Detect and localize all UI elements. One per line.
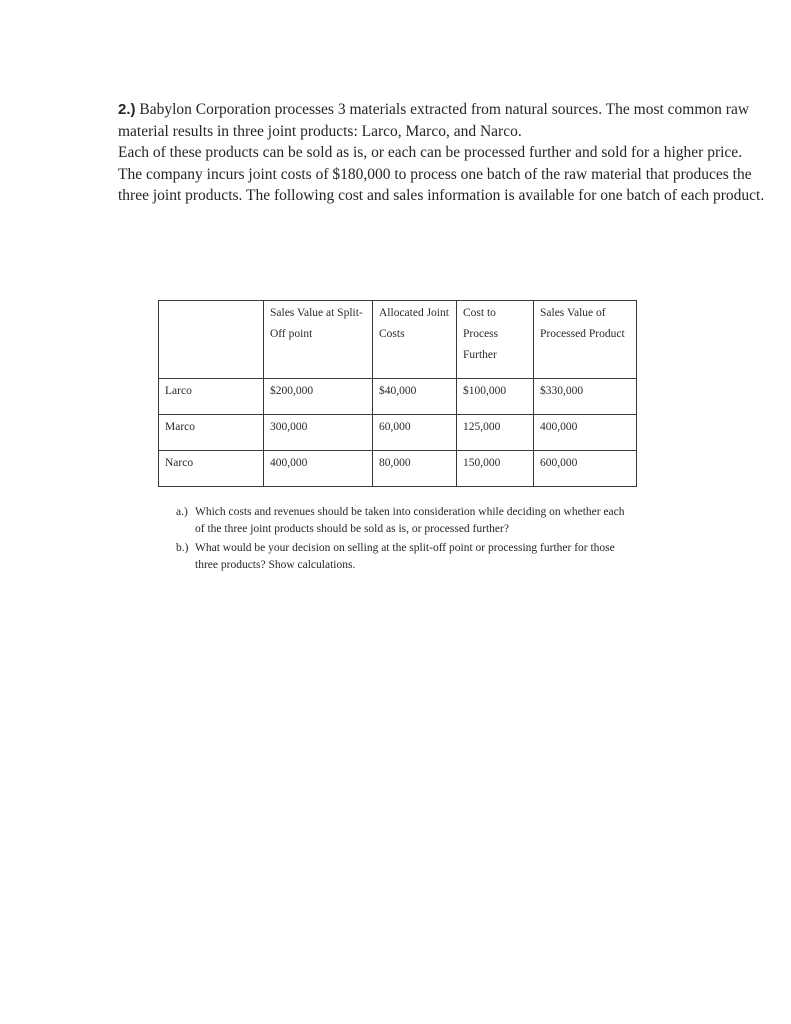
header-allocated-joint-costs: Allocated Joint Costs (373, 301, 457, 379)
cell-processed-value: 600,000 (534, 451, 637, 487)
cost-sales-table (158, 300, 637, 487)
cell-split-off-value: 300,000 (264, 415, 373, 451)
cell-split-off-value: 400,000 (264, 451, 373, 487)
cell-processed-value: $330,000 (534, 379, 637, 415)
header-processed-value: Sales Value of Processed Product (534, 301, 637, 379)
sub-question-text: What would be your decision on selling at the split-off point or processing further for those three products? Show calculations. (195, 542, 615, 571)
cell-product: Narco (159, 451, 264, 487)
cell-product: Marco (159, 415, 264, 451)
cell-allocated-joint-costs: 80,000 (373, 451, 457, 487)
cell-allocated-joint-costs: $40,000 (373, 379, 457, 415)
header-cost-to-process: Cost to Process Further (457, 301, 534, 379)
sub-question-marker: b.) (176, 542, 189, 554)
question-text (118, 99, 768, 207)
cell-cost-to-process: 125,000 (457, 415, 534, 451)
cell-product: Larco (159, 379, 264, 415)
sub-question-marker: a.) (176, 506, 188, 518)
header-product (159, 301, 264, 379)
header-split-off-value: Sales Value at Split-Off point (264, 301, 373, 379)
sub-question-b (176, 540, 636, 574)
sub-question-text: Which costs and revenues should be taken into consideration while deciding on whether each of the three joint products should be sold as is, or processed further? (195, 506, 625, 535)
table-row (159, 379, 637, 415)
question-intro-text: Babylon Corporation processes 3 materials extracted from natural sources. The most common raw material results in three joint products: Larco, Marco, and Narco. (118, 101, 750, 140)
cell-allocated-joint-costs: 60,000 (373, 415, 457, 451)
table-row (159, 415, 637, 451)
cell-split-off-value: $200,000 (264, 379, 373, 415)
question-body: Each of these products can be sold as is, or each can be processed further and sold for a higher price. The company incurs joint costs of $180,000 to process one batch of the raw material that produces the three joint products. The following cost and sales information is available for one batch of each product. (118, 144, 765, 204)
question-intro (118, 99, 768, 142)
question-number: 2.) (118, 101, 136, 118)
sub-questions (176, 504, 636, 576)
table-header-row (159, 301, 637, 379)
cell-processed-value: 400,000 (534, 415, 637, 451)
cell-cost-to-process: $100,000 (457, 379, 534, 415)
cell-cost-to-process: 150,000 (457, 451, 534, 487)
sub-question-a (176, 504, 636, 538)
table-row (159, 451, 637, 487)
